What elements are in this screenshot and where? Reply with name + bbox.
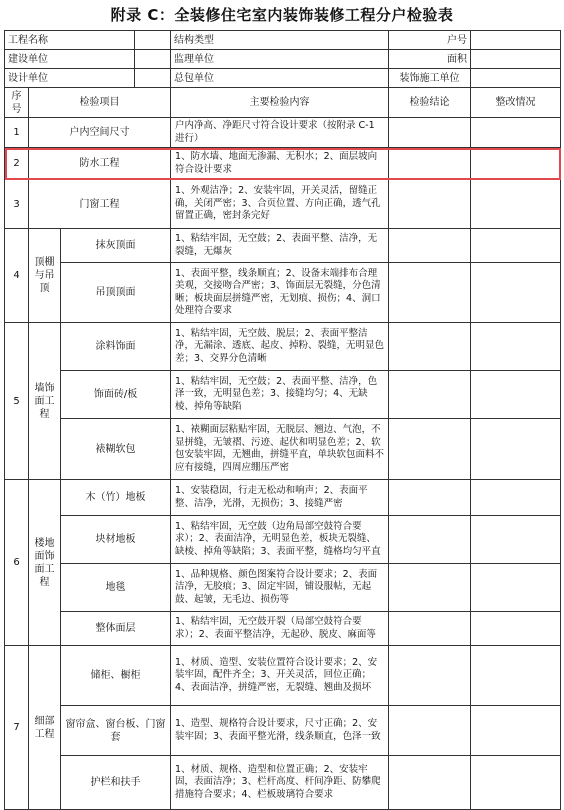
table-row [5,612,561,646]
construction-unit-label: 建设单位 [5,50,135,69]
supervision-unit-label: 监理单位 [171,50,389,69]
table-row [5,564,561,612]
row-no: 4 [5,229,29,323]
decoration-unit-label: 装饰施工单位 [389,69,471,88]
table-row [5,706,561,756]
table-row [5,516,561,564]
rectification-cell[interactable] [471,706,561,756]
row-subitem: 木（竹）地板 [61,480,171,516]
rectification-cell[interactable] [471,646,561,706]
header-content: 主要检验内容 [171,88,389,118]
row-subitem: 吊顶顶面 [61,263,171,323]
inspection-table [4,30,561,810]
project-name-value[interactable] [135,31,171,50]
conclusion-cell[interactable] [389,756,471,810]
row-content: 1、防水墙、地面无渗漏、无积水；2、面层坡向符合设计要求 [171,148,389,180]
conclusion-cell[interactable] [389,706,471,756]
row-content: 1、材质、造型、安装位置符合设计要求；2、安装牢固，配件齐全；3、开关灵活，回位正确；4、表面洁净，拼缝严密，无裂缝、翘曲及损坏 [171,646,389,706]
row-subitem: 涂料饰面 [61,323,171,371]
table-row [5,263,561,323]
rectification-cell[interactable] [471,323,561,371]
row-no: 1 [5,118,29,148]
general-contractor-label: 总包单位 [171,69,389,88]
row-content: 1、表面平整，线条顺直；2、设备末端排布合理美观，交接吻合严密；3、饰面层无裂缝，分色清晰；板块面层拼缝严密，无划痕、损伤；4、洞口处理符合要求 [171,263,389,323]
row-group: 楼地面饰面工程 [29,480,61,646]
conclusion-cell[interactable] [389,516,471,564]
row-item: 户内空间尺寸 [29,118,171,148]
design-unit-label: 设计单位 [5,69,135,88]
conclusion-cell[interactable] [389,480,471,516]
info-row [5,50,561,69]
row-content: 1、裱糊面层粘贴牢固，无脱层、翘边、气泡，不显拼缝，无皱褶、污迹、起伏和明显色差；2、软包安装牢固，无翘曲，拼缝平直，单块软包面料不应有接缝，四周应绷压严密 [171,419,389,480]
conclusion-cell[interactable] [389,263,471,323]
row-content: 1、粘结牢固，无空鼓开裂（局部空鼓符合要求）；2、表面平整洁净，无起砂、脱皮、麻面等 [171,612,389,646]
table-row-highlighted [5,148,561,180]
row-subitem: 窗帘盒、窗台板、门窗套 [61,706,171,756]
table-row [5,229,561,263]
rectification-cell[interactable] [471,756,561,810]
construction-unit-value[interactable] [135,50,171,69]
area-label: 面积 [389,50,471,69]
row-subitem: 地毯 [61,564,171,612]
rectification-cell[interactable] [471,564,561,612]
row-content: 1、品种规格、颜色图案符合设计要求；2、表面洁净，无胶痕；3、固定牢固，铺设服帖，无起鼓、起皱，无毛边、损伤等 [171,564,389,612]
row-group: 细部工程 [29,646,61,810]
row-group: 墙饰面工程 [29,323,61,480]
rectification-cell[interactable] [471,516,561,564]
rectification-cell[interactable] [471,263,561,323]
conclusion-cell[interactable] [389,612,471,646]
unit-no-label: 户号 [389,31,471,50]
header-item: 检验项目 [29,88,171,118]
row-no: 7 [5,646,29,810]
row-content: 1、材质、规格、造型和位置正确；2、安装牢固，表面洁净；3、栏杆高度、杆间净距、防攀爬措施符合要求；4、栏板玻璃符合要求 [171,756,389,810]
row-subitem: 整体面层 [61,612,171,646]
info-row [5,69,561,88]
row-no: 3 [5,180,29,229]
rectification-cell[interactable] [471,371,561,419]
row-subitem: 储柜、橱柜 [61,646,171,706]
row-group: 顶棚与吊顶 [29,229,61,323]
row-content: 1、粘结牢固，无空鼓（边角局部空鼓符合要求）；2、表面洁净，无明显色差，板块无裂缝、缺棱、掉角等缺陷；3、表面平整，缝格均匀平直 [171,516,389,564]
info-row [5,31,561,50]
row-content: 1、粘结牢固，无空鼓；2、表面平整、洁净，色泽一致，无明显色差；3、接缝均匀；4、无缺棱、掉角等缺陷 [171,371,389,419]
table-row [5,480,561,516]
row-item: 门窗工程 [29,180,171,229]
row-subitem: 裱糊软包 [61,419,171,480]
row-subitem: 饰面砖/板 [61,371,171,419]
table-row [5,323,561,371]
conclusion-cell[interactable] [389,646,471,706]
row-item: 防水工程 [29,148,171,180]
row-content: 户内净高、净距尺寸符合设计要求（按附录 C-1 进行） [171,118,389,148]
conclusion-cell[interactable] [389,419,471,480]
table-row [5,180,561,229]
row-content: 1、外观洁净；2、安装牢固，开关灵活，留缝正确，关闭严密；3、合页位置、方向正确，透气孔留置正确，密封条完好 [171,180,389,229]
row-no: 6 [5,480,29,646]
rectification-cell[interactable] [471,118,561,148]
project-name-label: 工程名称 [5,31,135,50]
row-subitem: 块材地板 [61,516,171,564]
rectification-cell[interactable] [471,480,561,516]
header-conclusion: 检验结论 [389,88,471,118]
rectification-cell[interactable] [471,229,561,263]
row-content: 1、粘结牢固，无空鼓；2、表面平整、洁净，无裂缝，无爆灰 [171,229,389,263]
table-row [5,646,561,706]
header-no: 序号 [5,88,29,118]
row-content: 1、粘结牢固，无空鼓、脱层；2、表面平整洁净，无漏涂、透底、起皮、掉粉、裂缝，无明显色差；3、交界分色清晰 [171,323,389,371]
conclusion-cell[interactable] [389,229,471,263]
page-title: 附录 C：全装修住宅室内装饰装修工程分户检验表 [110,6,454,24]
table-row [5,118,561,148]
table-row [5,756,561,810]
rectification-cell[interactable] [471,612,561,646]
row-subitem: 抹灰顶面 [61,229,171,263]
row-content: 1、造型、规格符合设计要求，尺寸正确；2、安装牢固；3、表面平整光滑，线条顺直，色泽一致 [171,706,389,756]
rectification-cell[interactable] [471,148,561,180]
row-content: 1、安装稳固，行走无松动和响声；2、表面平整、洁净，光滑，无损伤；3、接缝严密 [171,480,389,516]
conclusion-cell[interactable] [389,118,471,148]
header-rectification: 整改情况 [471,88,561,118]
conclusion-cell[interactable] [389,323,471,371]
design-unit-value[interactable] [135,69,171,88]
row-no: 2 [5,148,29,180]
table-row [5,419,561,480]
row-subitem: 护栏和扶手 [61,756,171,810]
rectification-cell[interactable] [471,180,561,229]
table-row [5,371,561,419]
conclusion-cell[interactable] [389,148,471,180]
decoration-unit-value[interactable] [471,69,561,88]
header-row [5,88,561,118]
conclusion-cell[interactable] [389,564,471,612]
conclusion-cell[interactable] [389,180,471,229]
rectification-cell[interactable] [471,419,561,480]
row-no: 5 [5,323,29,480]
structure-type-label: 结构类型 [171,31,389,50]
unit-no-value[interactable] [471,31,561,50]
conclusion-cell[interactable] [389,371,471,419]
area-value[interactable] [471,50,561,69]
